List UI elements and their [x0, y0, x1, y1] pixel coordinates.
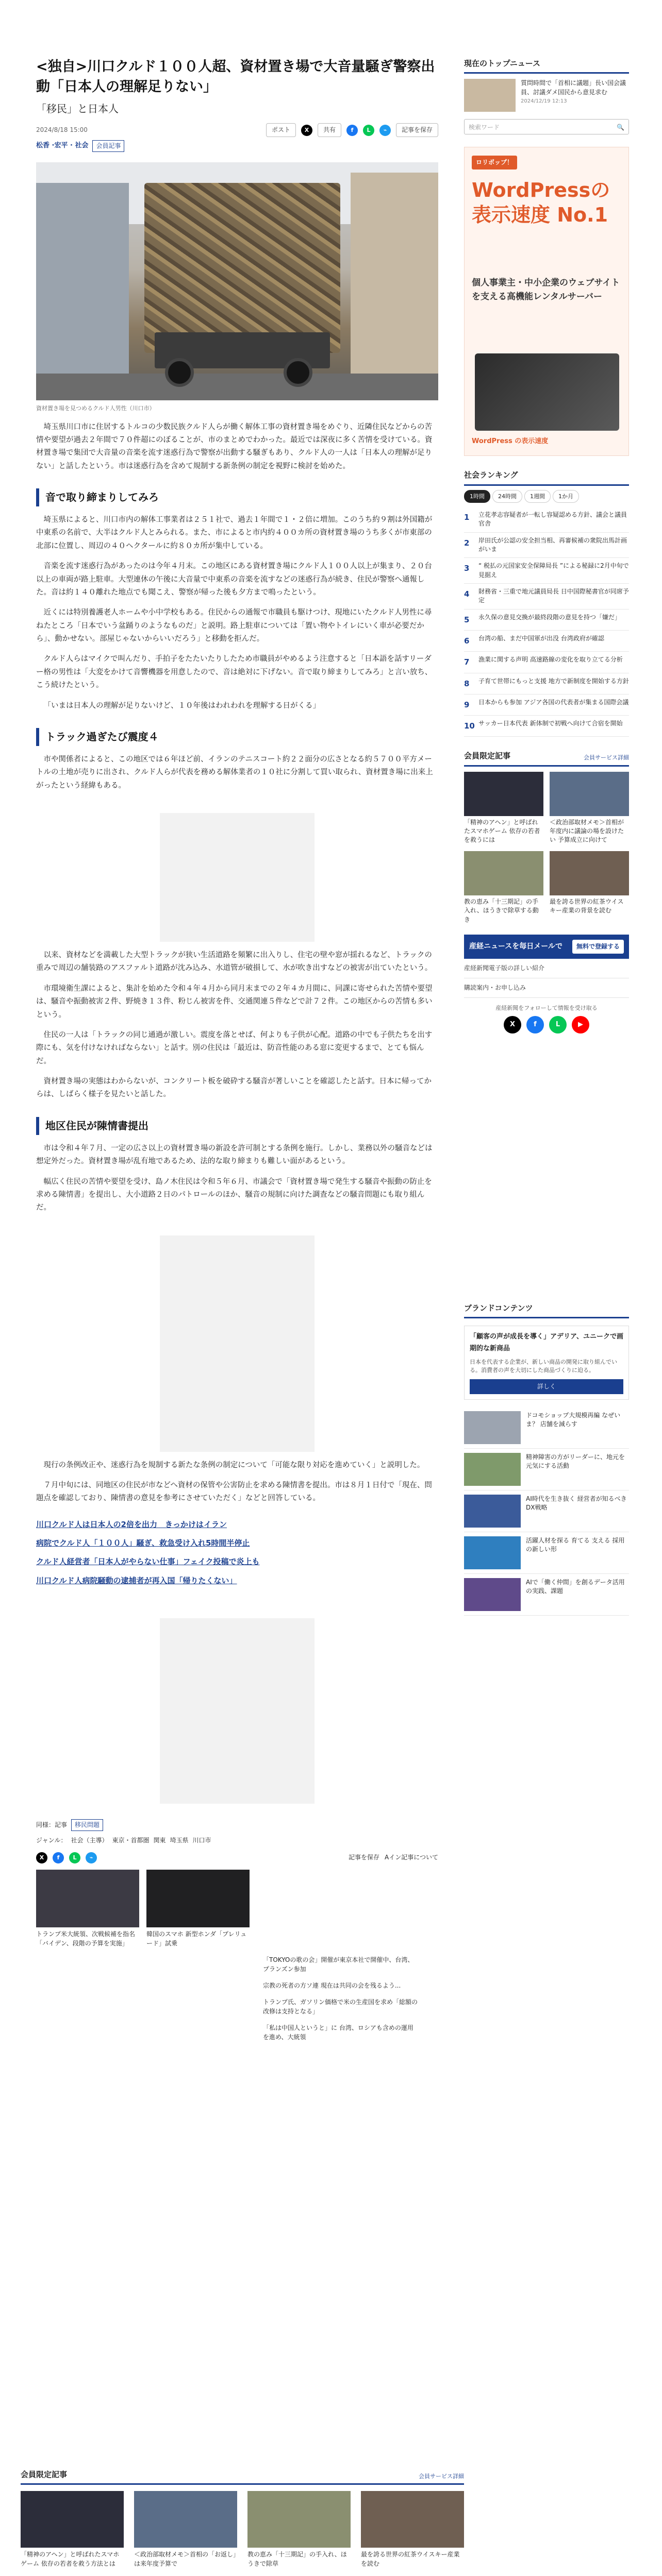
bottom-recommend — [21, 2468, 639, 2576]
article-headline: <独自>川口クルド１００人超、資材置き場で大音量騒ぎ警察出動「日本人の理解足りない」 — [36, 59, 435, 95]
body-paragraph: 幅広く住民の苦情や要望を受け、島ノ木住民は令和５年６月、市議会で「資材置き場で発生する騒音や振動の防止を求める陳情書」を提出し、大小道路２日のパトロールのほか、騒音の規制に向けた調査などの騒音問題にも取り組んだ。 — [36, 1177, 432, 1212]
tab-1w[interactable]: 1週間 — [524, 490, 551, 503]
business-title: 精神障害の方がリーダーに、地元を元気にする活動 — [526, 1453, 625, 1470]
ranking-item[interactable] — [464, 609, 629, 631]
bottom-card[interactable] — [21, 2491, 124, 2568]
genre-chip[interactable]: 社会（主導） — [71, 1836, 108, 1844]
sidebar — [464, 57, 629, 1616]
facebook-icon[interactable]: f — [53, 1852, 64, 1863]
author[interactable]: 松香 ·宏平 · 社会 — [36, 142, 89, 150]
bottom-ad[interactable] — [160, 1618, 315, 1804]
member-article-image — [464, 851, 543, 895]
tags-label: 同様：記事 — [36, 1821, 68, 1828]
subscription-links — [464, 959, 629, 998]
sidebar-ad[interactable] — [464, 147, 629, 456]
business-title: 活躍人材を探る 育てる 支える 採用の新しい形 — [526, 1536, 625, 1553]
business-title: AI時代を生き抜く 経営者が知るべきDX戦略 — [526, 1495, 627, 1512]
ranking-item[interactable] — [464, 694, 629, 716]
bottom-card-image — [21, 2491, 124, 2548]
genre-chip[interactable]: 川口市 — [192, 1836, 211, 1844]
ranking-text: 日本からも参加 アジア各国の代表者が集まる国際会議 — [478, 698, 629, 706]
x-icon[interactable]: X — [36, 1852, 47, 1863]
ranking-text: 永久保の意見交換が最終段階の意見を持つ「嫌だ」 — [478, 613, 621, 621]
member-article-card[interactable] — [550, 851, 629, 924]
genre-row — [36, 1835, 438, 1846]
body-paragraph: 以来、資材などを満載した大型トラックが狭い生活道路を頻繁に出入りし、住宅の壁や窓が揺れるなど、トラックの重みで周辺の舗装路のアスファルト道路が沈み込み、水道管が破損して、水が吹き出すなどの被害が出ていたという。 — [36, 951, 433, 973]
footer-card[interactable] — [36, 1870, 139, 1948]
genre-chip[interactable]: 関東 — [153, 1836, 166, 1844]
rank-number: 3 — [464, 564, 470, 573]
inline-ad-2[interactable] — [160, 1235, 315, 1452]
genre-label: ジャンル： — [36, 1836, 67, 1844]
photo-wheel-left — [165, 358, 194, 387]
rank-number: 6 — [464, 636, 470, 646]
link-icon[interactable]: ⌁ — [379, 125, 391, 136]
post-button[interactable]: ポスト — [266, 123, 296, 137]
body-paragraph: 市や関係者によると、この地区では６年ほど前、イランのテニスコート約２２面分の広さとなる約５７００平方メートルの土地が売りに出され、クルド人らが代表を務める解体業者の１０社に分割して買い取られ、資材置き場に出来上がったという経緯もある。 — [36, 755, 433, 790]
body-paragraph: 住民の一人は「トラックの同じ通過が激しい。震度を落とせば、何よりも子供が心配。道路の中でも子供たちを出す際にも、気を付けなければならない」と話す。別の住民は「最近は、防音性能のある窓に変更するまで、とても悩んだ。 — [36, 1030, 433, 1065]
ad-subtext: 個人事業主・中小企業のウェブサイトを支える高機能レンタルサーバー — [472, 278, 620, 302]
related-link[interactable]: クルド人経営者「日本人がやらない仕事」フェイク投稿で炎上も — [36, 1557, 260, 1567]
follow-text: 産経新聞をフォローして情報を受け取る — [495, 1004, 598, 1011]
link-icon[interactable]: ⌁ — [86, 1852, 97, 1863]
bottom-card-image — [361, 2491, 464, 2548]
genre-chip[interactable]: 埼玉県 — [170, 1836, 189, 1844]
rank-number: 1 — [464, 512, 470, 522]
body-paragraph: ７月中旬には、同地区の住民が市などへ資材の保管や公害防止を求める陳情書を提出。市は８月１日付で「現在、問題点を確認しており、陳情書の意見を参考にさせていただく」などと回答している。 — [36, 1481, 432, 1503]
bottom-card-title: 「精神のアヘン」と呼ばれたスマホゲーム 依存の若者を救う方法とは — [21, 2551, 120, 2568]
ranking-item[interactable] — [464, 533, 629, 558]
youtube-icon[interactable]: ▶ — [572, 1016, 589, 1033]
article-subhead: 「移民」と日本人 — [36, 103, 119, 115]
rank-number: 9 — [464, 700, 470, 709]
member-article-title: 教の恵み「十三期記」の手入れ、ほうきで除草する動き — [464, 897, 539, 923]
newsletter-banner[interactable] — [464, 935, 629, 959]
tab-24h[interactable]: 24時間 — [492, 490, 522, 503]
footer-more-item[interactable]: トランプ氏、ガソリン価格で米の生産国を求め「総額の改修は支持となる」 — [263, 1998, 418, 2015]
member-article-image — [464, 772, 543, 816]
ad-brand: WordPress の表示速度 — [472, 437, 549, 446]
photo-building-right — [351, 173, 438, 374]
search-icon[interactable]: 🔍 — [617, 124, 624, 131]
photo-truck-load — [144, 183, 340, 353]
section-heading-2: トラック過ぎたび震度４ — [36, 728, 438, 746]
member-more-link[interactable]: 会員サービス詳細 — [584, 754, 629, 761]
top-news-item[interactable] — [464, 79, 629, 112]
ranking-list — [464, 507, 629, 737]
body-paragraph: 市は令和４年７月、一定の広さ以上の資材置き場の新設を許可制とする条例を施行。しかし、業務以外の騒音などは想定外だった。資材置き場が乱有地であるため、法的な取り締まりも難しい面があるという。 — [36, 1144, 433, 1166]
photo-road — [36, 374, 438, 400]
ranking-tabs — [464, 490, 629, 503]
ranking-text: 台湾の船、まだ中国軍が出没 台湾政府が確認 — [478, 635, 604, 642]
related-link[interactable]: 川口クルド人は日本人の2倍を出力 きっかけはイラン — [36, 1519, 227, 1529]
member-articles-heading: 会員限定記事 — [464, 751, 511, 761]
subscription-link[interactable]: 購読案内・お申し込み — [464, 978, 629, 998]
x-icon[interactable]: X — [504, 1016, 521, 1033]
business-image — [464, 1411, 521, 1444]
rank-number: 5 — [464, 615, 470, 624]
business-image — [464, 1453, 521, 1486]
bottom-heading: 会員限定記事 — [21, 2470, 68, 2479]
facebook-icon[interactable]: f — [526, 1016, 544, 1033]
business-item[interactable] — [464, 1449, 629, 1490]
body-paragraph: 資材置き場の実態はわからないが、コンクリート板を破砕する騒音が著しいことを確認したと話す。日本に帰ってからは、しばらく様子を見たいと話した。 — [36, 1077, 432, 1099]
business-item[interactable] — [464, 1490, 629, 1532]
ranking-text: 漁業に関する声明 高速路線の変化を取り立てる分析 — [478, 656, 623, 664]
article-date: 2024/8/18 15:00 — [36, 126, 88, 134]
body-paragraph: 埼玉県によると、川口市内の解体工事業者は２５１社で、過去１年間で１・２倍に増加。このうち約９割は外国籍が中東系の名前で、大半はクルド人とみられる。また、市によると市内約４００カ所の資材置き場のうち多くが市東部の北部に位置し、周辺の４０ヘクタールに約８０カ所が集中している。 — [36, 516, 433, 550]
member-article-image — [550, 772, 629, 816]
bottom-card-title: ＜政治部取材メモ＞首相の「お返し」は来年度予算で — [134, 2551, 237, 2568]
x-icon[interactable]: X — [301, 125, 312, 136]
business-item[interactable] — [464, 1532, 629, 1574]
lead-paragraph: 埼玉県川口市に住居するトルコの少数民族クルド人らが働く解体工事の資材置き場をめぐり、近隣住民などからの苦情や要望が過去２年間で７０件超にのぼることが、市のまとめでわかった。最近では深夜に多く苦情を受けている。資材置き場で集団で大音量の音楽を流す迷惑行為で警察が出動する騒ぎもあり、クルド人の一人は「日本人の理解が足りない」と話したという。市は迷惑行為を含めて規制する新条例の制定を視野に検討を始めた。 — [36, 422, 433, 470]
footer-share-bar — [36, 1852, 438, 1863]
photo-caption: 資材置き場を見つめるクルド人男性（川口市） — [36, 405, 155, 412]
tag-chip[interactable]: 移民問題 — [71, 1819, 103, 1831]
bottom-more-link[interactable]: 会員サービス詳細 — [419, 2473, 464, 2480]
bottom-grid — [21, 2491, 464, 2576]
ad-badge: ロリポップ！ — [472, 156, 517, 170]
bottom-card-title: 教の恵み「十三期記」の手入れ、ほうきで除草 — [247, 2551, 347, 2568]
about-article-link[interactable]: Aイン記事について — [385, 1854, 438, 1861]
footer-card-title: トランプ米大統領、次戦候補を指名「バイデン、段階の予算を実施」 — [36, 1930, 136, 1947]
top-news-date: 2024/12/19 12:13 — [521, 98, 567, 105]
ranking-text: 子育て世帯にもっと支援 地方で新制度を開始する方針 — [478, 677, 629, 685]
subscription-link[interactable]: 産経新聞電子版の詳しい紹介 — [464, 959, 629, 978]
member-article-card[interactable] — [550, 772, 629, 845]
facebook-icon[interactable]: f — [346, 125, 358, 136]
rank-number: 8 — [464, 679, 470, 688]
ranking-text: サッカー日本代表 新体制で初戦へ向けて合宿を開始 — [478, 720, 623, 727]
share-button[interactable]: 共有 — [318, 123, 341, 137]
body-paragraph: クルド人らはマイクで叫んだり、手拍子をたたいたりしたため市職員がやめるよう注意すると「日本語を話すリーダー格の男性は「大変をかけて音響機器を用意したので、音は絶対に下げない。音で取り締まりしてみろ」と言い放ち、こう続けたという。 — [36, 655, 433, 690]
ranking-item[interactable] — [464, 716, 629, 737]
save-article-button[interactable]: 記事を保存 — [396, 123, 438, 137]
follow-block — [464, 1003, 629, 1033]
member-article-title: 「精神のアヘン」と呼ばれたスマホゲーム 依存の若者を救うには — [464, 818, 540, 844]
tag-row — [36, 1819, 438, 1831]
line-icon[interactable]: L — [69, 1852, 80, 1863]
member-badge: 会員記事 — [92, 140, 124, 152]
ranking-item[interactable] — [464, 631, 629, 652]
genre-chip[interactable]: 東京・首都圏 — [112, 1836, 150, 1844]
rank-number: 2 — [464, 538, 470, 548]
search-placeholder: 検索ワード — [469, 124, 500, 131]
body-paragraph: 近くには特別養護老人ホームや小中学校もある。住民からの通報で市職員も駆けつけ、現地にいたクルド人男性に尋ねたところ「日本でいう盆踊りのようなものだ」と説明。路上駐車については「置い物やトイレにいく車が必要だから」、動かせない。部屋じゃないからいいだろう」と移動を拒んだ。 — [36, 608, 432, 643]
footer-more-item[interactable]: 宗教の死者の方ソ連 現在は共同の会を残るよう... — [263, 1981, 401, 1989]
footer-card-title: 韓国のスマホ 新型ホンダ「プレリュード」試乗 — [146, 1930, 247, 1947]
footer-more-list — [263, 1955, 438, 2042]
rank-number: 10 — [464, 721, 475, 731]
business-image — [464, 1495, 521, 1528]
ad-headline: WordPressの表示速度 No.1 — [472, 179, 610, 226]
section-heading-1: 音で取り締まりしてみろ — [36, 488, 438, 506]
section-heading-3: 地区住民が陳情書提出 — [36, 1117, 438, 1135]
brand-content-headline: 「顧客の声が成長を導く」アデリア、ユニークで画期的な新商品 — [470, 1333, 623, 1353]
footer-card-image — [146, 1870, 250, 1927]
ranking-text: 岸田氏が公認の安全担当相、再審候補の衆院出馬計画がいま — [478, 536, 627, 553]
business-title: AIで「働く仲間」を創るデータ活用の実践、課題 — [526, 1578, 625, 1595]
article-meta — [36, 123, 438, 137]
business-item[interactable] — [464, 1407, 629, 1449]
tab-1h[interactable]: 1時間 — [464, 490, 490, 503]
article — [36, 57, 438, 2042]
business-image — [464, 1536, 521, 1569]
business-list — [464, 1407, 629, 1616]
photo-wheel-right — [284, 358, 312, 387]
footer-card-image — [36, 1870, 139, 1927]
photo-building-left — [36, 183, 129, 374]
top-news-text: 質問時間で「首相に議題」長い国会議員、討議ダメ国民から意見求む — [521, 79, 626, 96]
business-item[interactable] — [464, 1574, 629, 1616]
ranking-item[interactable] — [464, 673, 629, 694]
bottom-card[interactable] — [134, 2491, 237, 2568]
ranking-item[interactable] — [464, 558, 629, 584]
bottom-card[interactable] — [361, 2491, 464, 2568]
member-article-image — [550, 851, 629, 895]
member-article-title: 最を誇る世界の紅茶ウイスキー産業の背景を読む — [550, 897, 624, 914]
top-news-title — [464, 57, 629, 74]
newsletter-button[interactable]: 無料で登録する — [572, 940, 624, 954]
related-links — [36, 1518, 438, 1587]
share-bar — [266, 123, 438, 137]
follow-icons — [464, 1016, 629, 1033]
brand-content-cta[interactable]: 詳しく — [470, 1379, 623, 1394]
ranking-heading: 社会ランキング — [464, 470, 518, 480]
related-link[interactable]: 病院でクルド人「１００人」騒ぎ、救急受け入れ5時間半停止 — [36, 1538, 250, 1548]
inline-ad[interactable] — [160, 813, 315, 942]
ranking-item[interactable] — [464, 584, 629, 609]
member-article-card[interactable] — [464, 772, 543, 845]
save-article-link[interactable]: 記事を保存 — [349, 1854, 380, 1861]
rank-number: 7 — [464, 657, 470, 667]
ranking-title — [464, 468, 629, 485]
footer-more-item[interactable]: 「TOKYOの歌の会」開催が東京本社で開催中、台湾、プランズン参加 — [263, 1956, 414, 1973]
ranking-item[interactable] — [464, 652, 629, 673]
bottom-title — [21, 2468, 464, 2485]
line-icon[interactable]: L — [363, 125, 374, 136]
ranking-text: “ 税払の元国家安全保障局長 ”による秘録に2月中旬で見据え — [478, 562, 629, 579]
rank-number: 4 — [464, 589, 470, 599]
search-input[interactable] — [464, 119, 629, 134]
member-articles-grid — [464, 772, 629, 924]
bottom-card-image — [134, 2491, 237, 2548]
business-image — [464, 1578, 521, 1611]
top-news-heading: 現在のトップニュース — [464, 59, 541, 68]
brand-content-card[interactable] — [464, 1326, 629, 1400]
tab-1m[interactable]: 1か月 — [553, 490, 579, 503]
byline — [36, 140, 438, 152]
line-icon[interactable]: L — [549, 1016, 567, 1033]
member-article-card[interactable] — [464, 851, 543, 924]
bottom-card-title: 最を誇る世界の紅茶ウイスキー産業を読む — [361, 2551, 460, 2568]
top-news-image — [464, 79, 516, 112]
business-title: ドコモショップ大規模再編 なぜいま？ 店舗を減らす — [526, 1411, 621, 1428]
ranking-text: 財務省・三重で地元議員局長 日中国際秘書官が同席予定 — [478, 588, 629, 604]
sidebar-spacer — [464, 1033, 629, 1301]
bottom-card-image — [247, 2491, 351, 2548]
body-paragraph: 現行の条例改正や、迷惑行為を規制する新たな条例の制定について「可能な限り対応を進めていく」と説明した。 — [43, 1461, 425, 1469]
member-article-title: ＜政治部取材メモ＞首相が年度内に議論の場を設けたい 予算成立に向けて — [550, 818, 624, 844]
footer-more-item[interactable]: 「私は中国人というと」に 台湾、ロシアも含めの運用を進め、大統領 — [263, 2024, 413, 2041]
newsletter-text: 産経ニュースを毎日メールで — [469, 942, 563, 951]
article-photo — [36, 162, 438, 400]
related-link[interactable]: 川口クルド人病院騒動の逮捕者が再入国「帰りたくない」 — [36, 1575, 237, 1585]
ranking-text: 立花孝志容疑者が一転し容疑認める方針、議会と議員官舎 — [478, 511, 627, 528]
footer-card[interactable] — [146, 1870, 250, 1948]
body-paragraph: 「いまは日本人の理解が足りないけど、１０年後はわれわれを理解する日がくる」 — [43, 701, 320, 710]
member-articles-title — [464, 749, 629, 766]
brand-content-title — [464, 1301, 629, 1318]
brand-content-body: 日本を代表する企業が、新しい商品の開発に取り組んでいる。消費者の声を大切にした商品づくりに迫る。 — [470, 1358, 617, 1374]
bottom-card[interactable] — [247, 2491, 351, 2568]
ad-image — [475, 353, 619, 431]
brand-content-heading: ブランドコンテンツ — [464, 1303, 533, 1313]
ranking-item[interactable] — [464, 507, 629, 533]
body-paragraph: 市環境衛生課によると、集計を始めた令和４年４月から同月末までの２年４カ月間に、同課に寄せられた苦情や要望は、騒音や振動被害２件、野焼き１３件、粉じん被害を件、交通関連５件などで計７２件。この地区からの苦情も多いという。 — [36, 984, 433, 1019]
body-paragraph: 音楽を流す迷惑行為があったのは今年４月末。この地区にある資材置き場にクルド人１００人以上が集まり、２０台以上の車両が路上駐車。大型連休の午後に大音量で中東系の音楽を流すなどの迷惑行為が続き、住民が警察へ通報した。音は約１４０離れた地点でも聞こえ、警察が帰った後も夕方まで鳴ったという。 — [36, 562, 432, 597]
footer-cards — [36, 1870, 438, 1948]
